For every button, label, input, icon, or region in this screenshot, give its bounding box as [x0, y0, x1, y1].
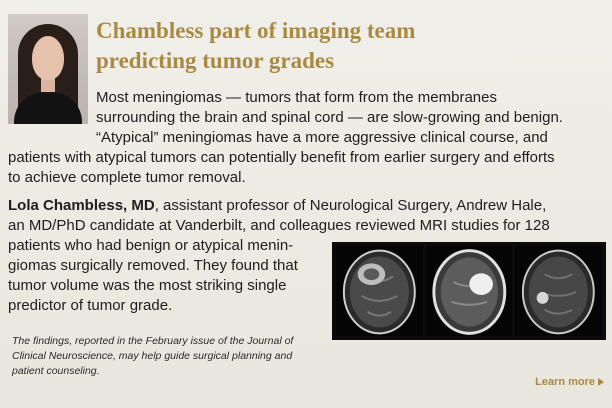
para1-line-5: to achieve complete tumor removal. — [8, 169, 246, 186]
title-line-2: predicting tumor grades — [96, 48, 335, 73]
photo-face — [32, 36, 64, 80]
title-line-1: Chambless part of imaging team — [96, 18, 416, 43]
para2-line-2: an MD/PhD candidate at Vanderbilt, and colleagues reviewed MRI studies for 128 — [8, 217, 550, 234]
article-title — [96, 16, 476, 76]
para3-line-3: tumor volume was the most striking single — [8, 277, 287, 294]
caption-line-1: The findings, reported in the February issue of the Journal of — [12, 335, 294, 347]
mri-scan-1 — [336, 246, 423, 336]
learn-more-label: Learn more — [535, 376, 595, 388]
intro-paragraph-top — [96, 88, 608, 148]
caption-line-3: patient counseling. — [12, 365, 100, 377]
play-triangle-icon — [598, 378, 604, 386]
learn-more-link[interactable] — [535, 376, 604, 388]
para2-line-1-rest: , assistant professor of Neurological Surgery, Andrew Hale, — [154, 197, 547, 214]
para1-line-1: Most meningiomas — tumors that form from the membranes — [96, 89, 497, 106]
mri-scan-3 — [515, 246, 602, 336]
findings-paragraph — [8, 236, 323, 316]
figure-caption — [12, 334, 312, 379]
para3-line-2: giomas surgically removed. They found that — [8, 257, 298, 274]
intro-paragraph-bottom — [8, 148, 608, 188]
para1-line-4: patients with atypical tumors can potentially benefit from earlier surgery and efforts — [8, 149, 555, 166]
author-name: Lola Chambless, MD — [8, 197, 155, 214]
para1-line-2: surrounding the brain and spinal cord — are slow-growing and benign. — [96, 109, 563, 126]
para3-line-4: predictor of tumor grade. — [8, 297, 173, 314]
study-paragraph — [8, 196, 608, 236]
mri-scan-2 — [426, 246, 513, 336]
para3-line-1: patients who had benign or atypical menin- — [8, 237, 294, 254]
author-photo — [8, 14, 88, 124]
para1-line-3: “Atypical” meningiomas have a more aggressive clinical course, and — [96, 129, 548, 146]
caption-line-2: Clinical Neuroscience, may help guide surgical planning and — [12, 350, 293, 362]
mri-scan-strip — [332, 242, 606, 340]
